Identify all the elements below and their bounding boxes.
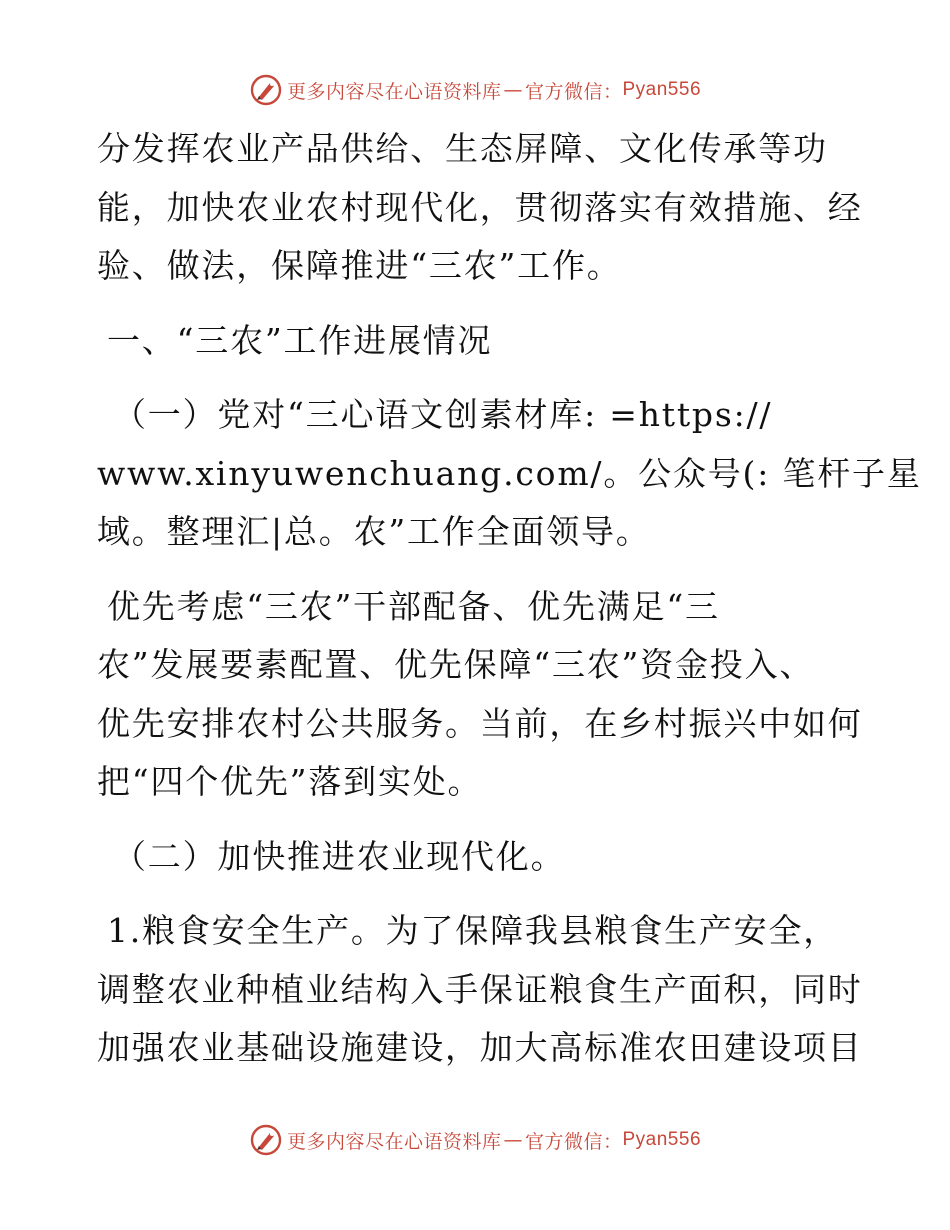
pen-nib-circle-logo-icon <box>249 1123 283 1157</box>
text-line: 把“四个优先”落到实处。 <box>97 762 483 801</box>
watermark-dash: — <box>503 79 523 101</box>
header-watermark <box>0 70 950 110</box>
text-line: 域。整理汇|总。农”工作全面领导。 <box>97 512 651 551</box>
paragraph-four-priorities <box>97 578 863 812</box>
text-line: 农”发展要素配置、优先保障“三农”资金投入、 <box>97 645 815 684</box>
watermark-wechat-id: Pyan556 <box>622 79 702 100</box>
text-line: 优先考虑“三农”干部配备、优先满足“三 <box>107 586 720 626</box>
text-line: （二）加快推进农业现代化。 <box>113 836 566 876</box>
watermark-wechat-id: Pyan556 <box>622 1129 702 1150</box>
text-line: 能，加快农业农村现代化，贯彻落实有效措施、经 <box>97 187 863 227</box>
text-line: 1.粮食安全生产。为了保障我县粮食生产安全， <box>107 911 839 950</box>
text-line: 加强农业基础设施建设，加大高标准农田建设项目 <box>97 1028 863 1067</box>
pen-nib-circle-logo-icon <box>249 73 283 107</box>
text-line: www.xinyuwenchuang.com/。公众号(: 笔杆子星 <box>97 453 922 493</box>
document-body <box>97 120 922 1078</box>
text-line: 验、做法，保障推进“三农”工作。 <box>97 246 622 285</box>
paragraph-subsection-1 <box>97 386 922 562</box>
watermark-wechat-label: 官方微信： <box>524 80 623 103</box>
text-line: 分发挥农业产品供给、生态屏障、文化传承等功 <box>97 129 828 168</box>
paragraph-grain-safety <box>97 902 863 1078</box>
watermark-label: 更多内容尽在心语资料库 <box>286 80 502 103</box>
text-line: （一）党对“三心语文创素材库: =https:// <box>113 395 773 434</box>
watermark-wechat-label: 官方微信： <box>524 1130 623 1153</box>
section-heading <box>97 312 857 371</box>
paragraph-intro <box>97 120 863 296</box>
text-line: 优先安排农村公共服务。当前，在乡村振兴中如何 <box>97 703 863 743</box>
footer-watermark <box>0 1120 950 1160</box>
text-line: 调整农业种植业结构入手保证粮食生产面积，同时 <box>97 969 863 1009</box>
heading-line: 一、“三农”工作进展情况 <box>107 320 493 360</box>
watermark-label: 更多内容尽在心语资料库 <box>286 1130 502 1153</box>
watermark-dash: — <box>503 1129 523 1151</box>
paragraph-subsection-2 <box>97 828 857 887</box>
